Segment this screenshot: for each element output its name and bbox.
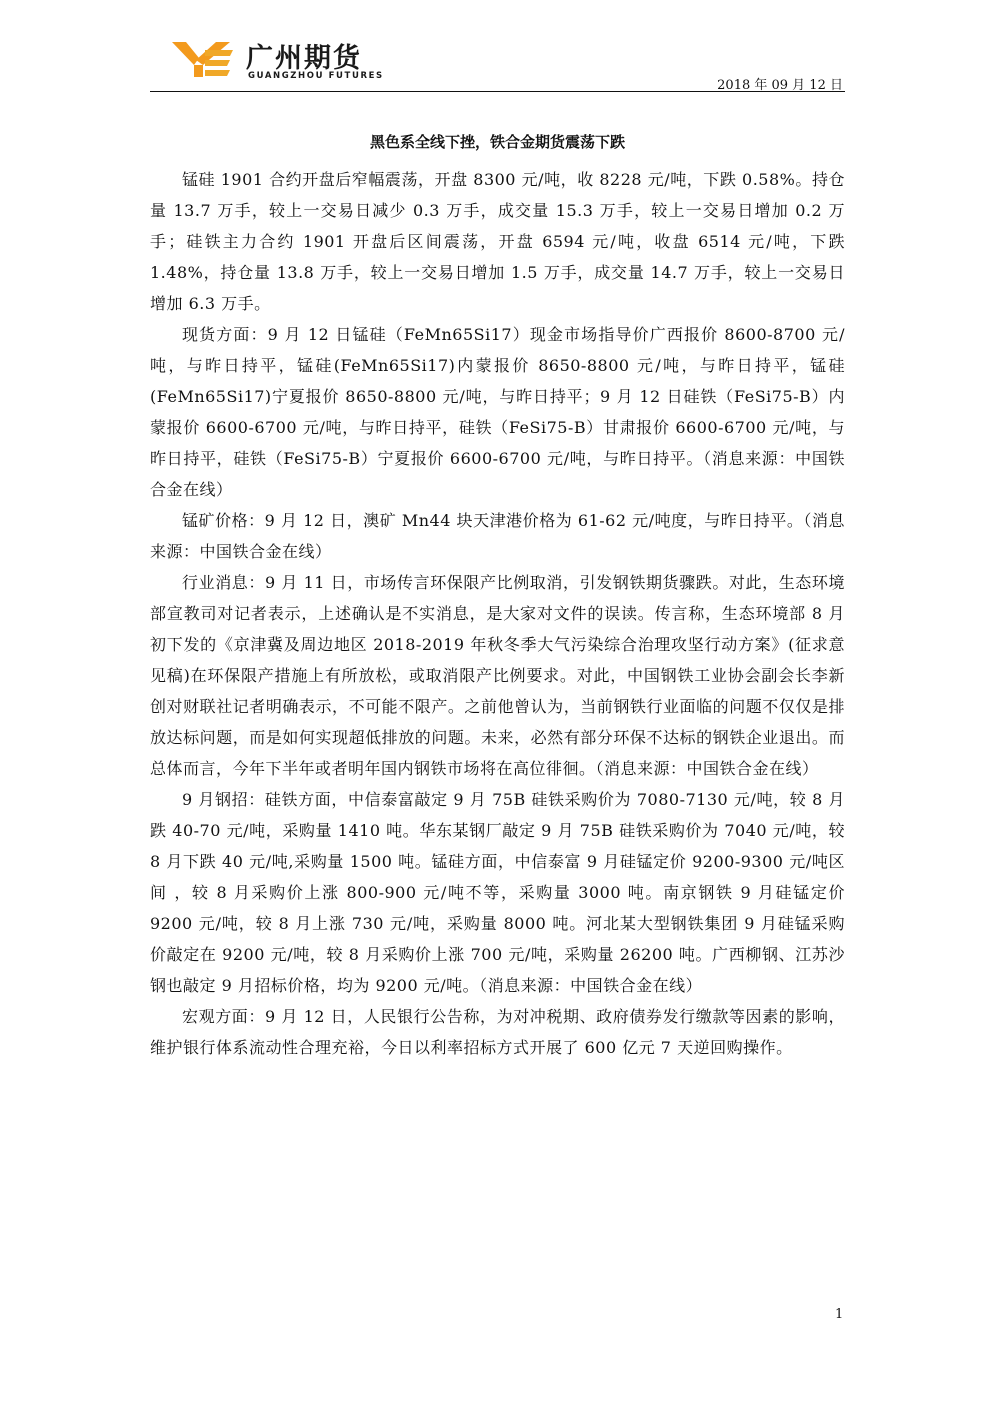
article-title: 黑色系全线下挫，铁合金期货震荡下跌 <box>369 133 625 151</box>
header-divider <box>150 91 845 92</box>
page-number: 1 <box>835 1307 844 1322</box>
paragraph-macro: 宏观方面：9 月 12 日，人民银行公告称，为对冲税期、政府债券发行缴款等因素的影响，维护银行体系流动性合理充裕，今日以利率招标方式开展了 600 亿元 7 天逆回购操作。 <box>150 1007 845 1057</box>
paragraph-futures-summary: 锰硅 1901 合约开盘后窄幅震荡，开盘 8300 元/吨，收 8228 元/吨，下跌 0.58%。持仓量 13.7 万手，较上一交易日减少 0.3 万手，成交量 15.3 万手，较上一交易日增加 0.2 万手；硅铁主力合约 1901 开盘后区间震荡，开盘 6594 元/吨，收盘 6514 元/吨，下跌 1.48%，持仓量 13.8 万手，较上一交易日增加 1.5 万手，成交量 14.7 万手，较上一交易日增加 6.3 万手。 <box>150 170 845 313</box>
page-header <box>150 30 845 92</box>
paragraph-steel-tender: 9 月钢招：硅铁方面，中信泰富敲定 9 月 75B 硅铁采购价为 7080-7130 元/吨，较 8 月跌 40-70 元/吨，采购量 1410 吨。华东某钢厂敲定 9 月 75B 硅铁采购价为 7040 元/吨，较 8 月下跌 40 元/吨,采购量 1500 吨。锰硅方面，中信泰富 9 月硅锰定价 9200-9300 元/吨区间 ，较 8 月采购价上涨 800-900 元/吨不等，采购量 3000 吨。南京钢铁 9 月硅锰定价 9200 元/吨，较 8 月上涨 730 元/吨，采购量 8000 吨。河北某大型钢铁集团 9 月硅锰采购价敲定在 9200 元/吨，较 8 月采购价上涨 700 元/吨，采购量 26200 吨。广西柳钢、江苏沙钢也敲定 9 月招标价格，均为 9200 元/吨。（消息来源：中国铁合金在线） <box>150 790 845 995</box>
paragraph-spot-market: 现货方面：9 月 12 日锰硅（FeMn65Si17）现金市场指导价广西报价 8600-8700 元/吨，与昨日持平，锰硅(FeMn65Si17)内蒙报价 8650-8800 元/吨，与昨日持平，锰硅(FeMn65Si17)宁夏报价 8650-8800 元/吨，与昨日持平；9 月 12 日硅铁（FeSi75-B）内蒙报价 6600-6700 元/吨，与昨日持平，硅铁（FeSi75-B）甘肃报价 6600-6700 元/吨，与昨日持平，硅铁（FeSi75-B）宁夏报价 6600-6700 元/吨，与昨日持平。（消息来源：中国铁合金在线） <box>150 325 845 499</box>
logo-english-name: GUANGZHOU FUTURES <box>248 71 384 81</box>
article-body <box>150 164 845 1063</box>
report-date: 2018 年 09 月 12 日 <box>717 78 843 93</box>
paragraph-industry-news: 行业消息：9 月 11 日，市场传言环保限产比例取消，引发钢铁期货骤跌。对此，生态环境部宣教司对记者表示，上述确认是不实消息，是大家对文件的误读。传言称，生态环境部 8 月初下发的《京津冀及周边地区 2018-2019 年秋冬季大气污染综合治理攻坚行动方案》(征求意见稿)在环保限产措施上有所放松，或取消限产比例要求。对此，中国钢铁工业协会副会长李新创对财联社记者明确表示，不可能不限产。之前他曾认为，当前钢铁行业面临的问题不仅仅是排放达标问题，而是如何实现超低排放的问题。未来，必然有部分环保不达标的钢铁企业退出。而总体而言，今年下半年或者明年国内钢铁市场将在高位徘徊。（消息来源：中国铁合金在线） <box>150 573 845 778</box>
guangzhou-futures-logo-icon <box>172 40 234 78</box>
logo-chinese-name: 广州期货 <box>246 43 362 74</box>
paragraph-manganese-ore: 锰矿价格：9 月 12 日，澳矿 Mn44 块天津港价格为 61-62 元/吨度，与昨日持平。（消息来源：中国铁合金在线） <box>150 511 845 561</box>
